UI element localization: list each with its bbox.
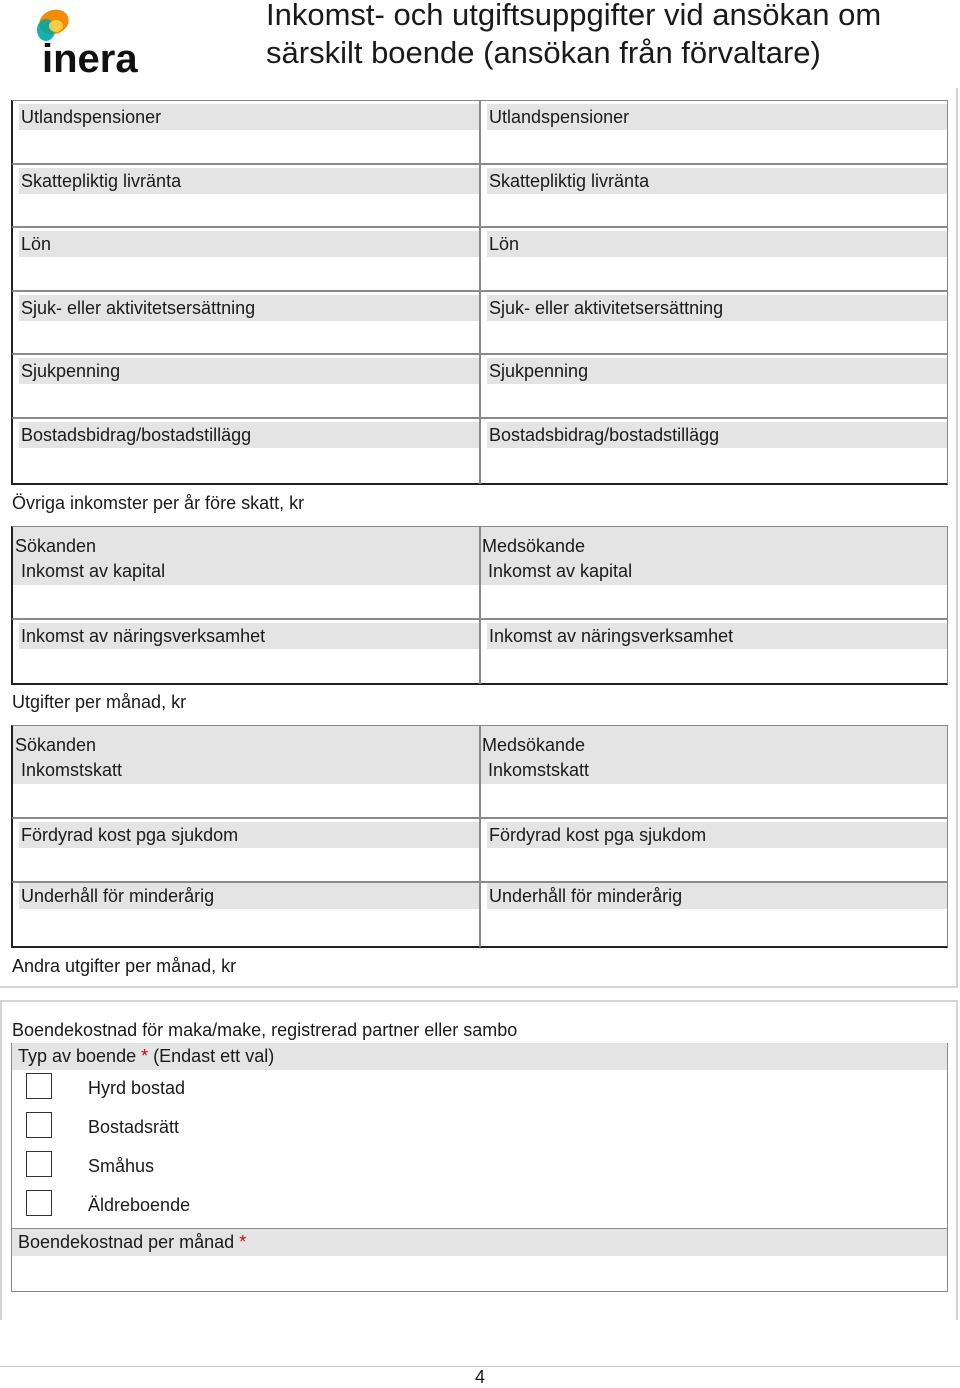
field-label: Inkomst av kapital <box>21 561 166 581</box>
checkbox-hyrd-bostad[interactable] <box>26 1073 52 1099</box>
field-naringsverksamhet-applicant[interactable] <box>11 619 480 685</box>
field-label: Inkomst av kapital <box>488 561 633 581</box>
field-label: Fördyrad kost pga sjukdom <box>487 822 947 848</box>
field-fordyrad-kost-co-applicant[interactable] <box>480 818 948 882</box>
page-number: 4 <box>474 1367 485 1387</box>
field-lon-applicant[interactable] <box>11 227 480 291</box>
field-label: Inkomst av näringsverksamhet <box>487 623 947 649</box>
cost-label-text: Boendekostnad per månad <box>18 1232 235 1252</box>
field-kapital-co-applicant[interactable] <box>480 526 948 619</box>
logo-wordmark: inera <box>42 37 138 76</box>
field-label: Skattepliktig livränta <box>487 168 947 194</box>
co-applicant-label: Medsökande <box>482 735 586 755</box>
field-label: Utlandspensioner <box>19 104 479 130</box>
field-underhall-co-applicant[interactable] <box>480 882 948 948</box>
field-bostadsbidrag-co-applicant[interactable] <box>480 418 948 485</box>
required-marker: * <box>141 1046 149 1066</box>
field-inkomstskatt-applicant[interactable] <box>11 725 480 818</box>
field-livranta-co-applicant[interactable] <box>480 164 948 227</box>
field-livranta-applicant[interactable] <box>11 164 480 227</box>
checkbox-aldreboende[interactable] <box>26 1190 52 1216</box>
field-label: Sjuk- eller aktivitetsersättning <box>19 295 479 321</box>
field-label: Underhåll för minderårig <box>487 883 947 909</box>
field-kapital-applicant[interactable] <box>11 526 480 619</box>
field-sjukpenning-co-applicant[interactable] <box>480 354 948 418</box>
field-label: Sjukpenning <box>19 358 479 384</box>
field-label: Bostadsbidrag/bostadstillägg <box>19 422 479 448</box>
field-label: Inkomst av näringsverksamhet <box>19 623 479 649</box>
checkbox-bostadsratt[interactable] <box>26 1112 52 1138</box>
field-label: Sjuk- eller aktivitetsersättning <box>487 295 947 321</box>
field-underhall-applicant[interactable] <box>11 882 480 948</box>
field-label: Skattepliktig livränta <box>19 168 479 194</box>
field-label: Inkomstskatt <box>488 760 590 780</box>
field-label: Bostadsbidrag/bostadstillägg <box>487 422 947 448</box>
title-line-2: särskilt boende (ansökan från förvaltare) <box>266 35 821 70</box>
checkbox-smahus[interactable] <box>26 1151 52 1177</box>
required-marker: * <box>239 1232 247 1252</box>
applicant-label: Sökanden <box>15 735 97 755</box>
document-title <box>266 0 956 72</box>
field-boendekostnad[interactable] <box>11 1228 948 1292</box>
housing-type-text: Typ av boende <box>18 1046 137 1066</box>
field-label: Inkomstskatt <box>21 760 123 780</box>
option-label: Bostadsrätt <box>88 1117 180 1137</box>
field-inkomstskatt-co-applicant[interactable] <box>480 725 948 818</box>
other-income-heading: Övriga inkomster per år före skatt, kr <box>12 493 305 513</box>
field-utlandspensioner-co-applicant[interactable] <box>480 100 948 164</box>
field-label: Underhåll för minderårig <box>19 883 479 909</box>
option-label: Småhus <box>88 1156 155 1176</box>
housing-type-note: (Endast ett val) <box>153 1046 275 1066</box>
field-sjukpenning-applicant[interactable] <box>11 354 480 418</box>
field-label: Utlandspensioner <box>487 104 947 130</box>
field-label: Sjukpenning <box>487 358 947 384</box>
field-sjukersattning-applicant[interactable] <box>11 291 480 354</box>
field-label: Lön <box>487 231 947 257</box>
field-label: Lön <box>19 231 479 257</box>
boendekostnad-label <box>18 1231 246 1253</box>
title-line-1: Inkomst- och utgiftsuppgifter vid ansökan om <box>266 0 882 32</box>
field-sjukersattning-co-applicant[interactable] <box>480 291 948 354</box>
applicant-label: Sökanden <box>15 536 97 556</box>
inera-logo <box>32 4 157 76</box>
expenses-heading: Utgifter per månad, kr <box>12 692 187 712</box>
field-fordyrad-kost-applicant[interactable] <box>11 818 480 882</box>
option-label: Äldreboende <box>88 1195 191 1215</box>
field-lon-co-applicant[interactable] <box>480 227 948 291</box>
field-utlandspensioner-applicant[interactable] <box>11 100 480 164</box>
other-expenses-heading: Andra utgifter per månad, kr <box>12 956 237 976</box>
field-naringsverksamhet-co-applicant[interactable] <box>480 619 948 685</box>
co-applicant-label: Medsökande <box>482 536 586 556</box>
field-bostadsbidrag-applicant[interactable] <box>11 418 480 485</box>
field-label: Fördyrad kost pga sjukdom <box>19 822 479 848</box>
option-label: Hyrd bostad <box>88 1078 186 1098</box>
housing-heading: Boendekostnad för maka/make, registrerad partner eller sambo <box>12 1020 518 1040</box>
